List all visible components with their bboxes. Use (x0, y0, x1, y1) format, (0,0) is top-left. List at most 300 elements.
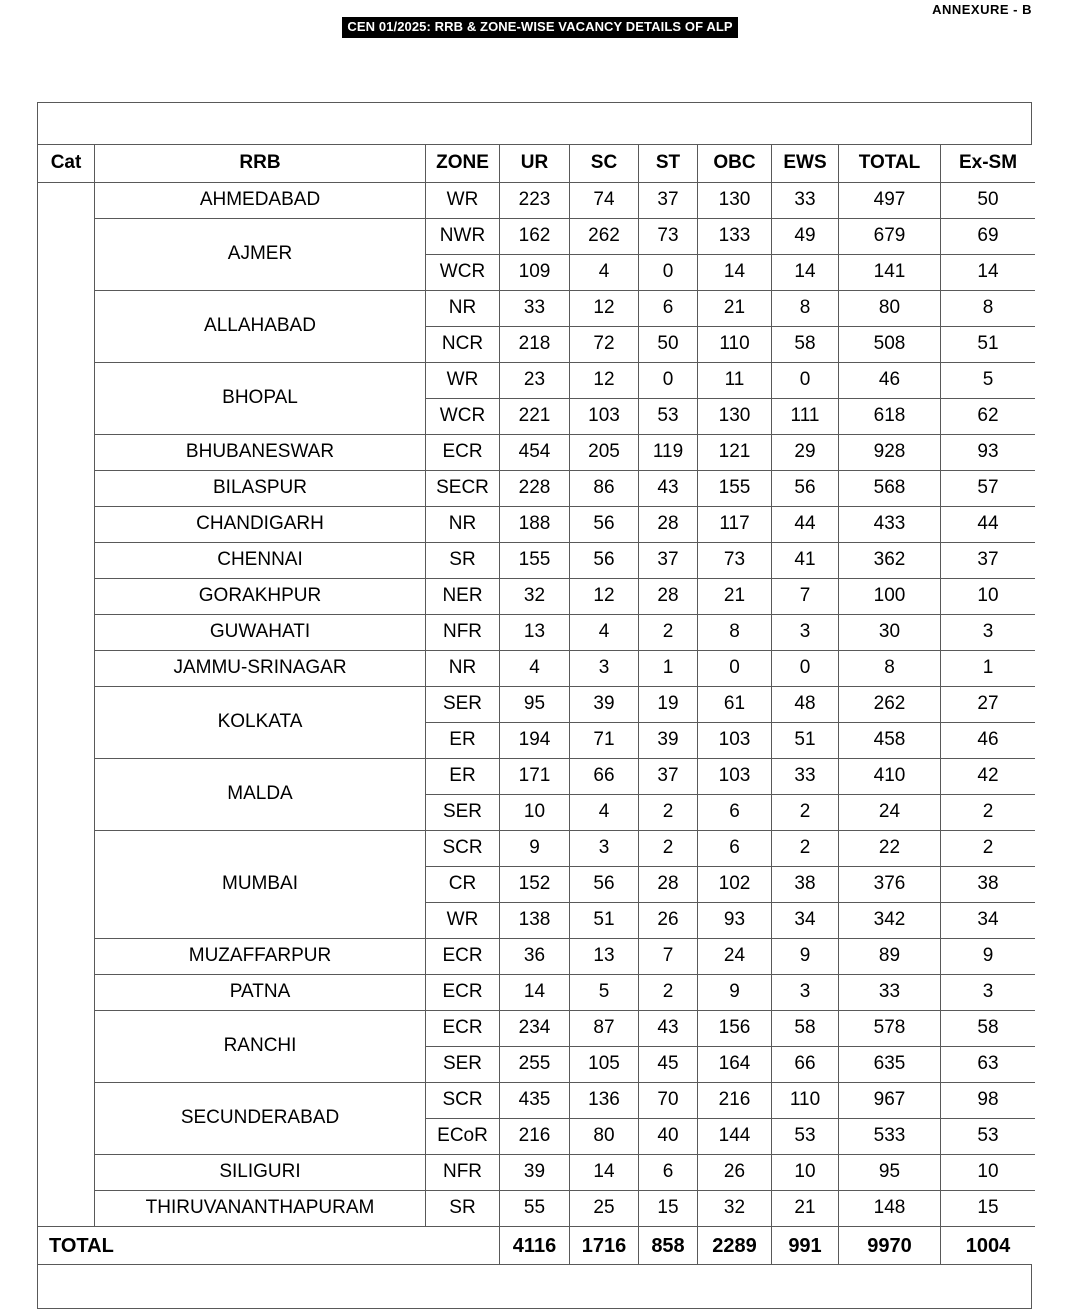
table-row (38, 471, 1035, 507)
ews-cell: 7 (772, 579, 839, 615)
total-cell: 508 (839, 327, 941, 363)
table-row (38, 543, 1035, 579)
table-header (38, 145, 1035, 183)
sc-cell: 74 (570, 183, 639, 219)
obc-cell: 6 (698, 831, 772, 867)
sc-cell: 4 (570, 615, 639, 651)
ur-cell: 188 (500, 507, 570, 543)
ur-cell: 55 (500, 1191, 570, 1227)
rrb-name-cell: SECUNDERABAD (95, 1083, 426, 1155)
st-cell: 2 (639, 831, 698, 867)
table-row (38, 579, 1035, 615)
obc-cell: 130 (698, 399, 772, 435)
ur-cell: 109 (500, 255, 570, 291)
obc-cell: 155 (698, 471, 772, 507)
exsm-cell: 3 (941, 975, 1036, 1011)
st-cell: 26 (639, 903, 698, 939)
exsm-cell: 69 (941, 219, 1036, 255)
zone-cell: NFR (426, 615, 500, 651)
obc-cell: 32 (698, 1191, 772, 1227)
page-title: CEN 01/2025: RRB & ZONE-WISE VACANCY DETAILS OF ALP (342, 17, 737, 38)
st-cell: 73 (639, 219, 698, 255)
st-cell: 43 (639, 1011, 698, 1047)
zone-cell: ECR (426, 975, 500, 1011)
zone-cell: NR (426, 651, 500, 687)
ur-cell: 14 (500, 975, 570, 1011)
st-cell: 45 (639, 1047, 698, 1083)
st-cell: 28 (639, 507, 698, 543)
exsm-cell: 15 (941, 1191, 1036, 1227)
zone-cell: SCR (426, 831, 500, 867)
exsm-cell: 10 (941, 1155, 1036, 1191)
ur-cell: 4 (500, 651, 570, 687)
exsm-cell: 44 (941, 507, 1036, 543)
exsm-cell: 46 (941, 723, 1036, 759)
sc-cell: 4 (570, 255, 639, 291)
zone-cell: NCR (426, 327, 500, 363)
ur-cell: 223 (500, 183, 570, 219)
table-row (38, 687, 1035, 723)
ews-cell: 9 (772, 939, 839, 975)
exsm-cell: 38 (941, 867, 1036, 903)
sc-cell: 205 (570, 435, 639, 471)
rrb-name-cell: BHUBANESWAR (95, 435, 426, 471)
obc-cell: 0 (698, 651, 772, 687)
obc-cell: 24 (698, 939, 772, 975)
total-obc: 2289 (698, 1227, 772, 1265)
ur-cell: 13 (500, 615, 570, 651)
rrb-name-cell: ALLAHABAD (95, 291, 426, 363)
ur-cell: 36 (500, 939, 570, 975)
table-row (38, 291, 1035, 327)
total-st: 858 (639, 1227, 698, 1265)
table-row (38, 219, 1035, 255)
sc-cell: 12 (570, 363, 639, 399)
st-cell: 28 (639, 579, 698, 615)
zone-cell: WR (426, 183, 500, 219)
sc-cell: 66 (570, 759, 639, 795)
sc-cell: 105 (570, 1047, 639, 1083)
cat-cell (38, 183, 95, 1227)
total-cell: 362 (839, 543, 941, 579)
table-bottom-spacer (38, 1264, 1031, 1308)
table-row (38, 1083, 1035, 1119)
st-cell: 37 (639, 183, 698, 219)
total-cell: 80 (839, 291, 941, 327)
ur-cell: 155 (500, 543, 570, 579)
obc-cell: 8 (698, 615, 772, 651)
ews-cell: 33 (772, 183, 839, 219)
total-cell: 376 (839, 867, 941, 903)
exsm-cell: 51 (941, 327, 1036, 363)
total-cell: 24 (839, 795, 941, 831)
exsm-cell: 42 (941, 759, 1036, 795)
obc-cell: 130 (698, 183, 772, 219)
total-cell: 497 (839, 183, 941, 219)
sc-cell: 80 (570, 1119, 639, 1155)
total-cell: 458 (839, 723, 941, 759)
table-row (38, 435, 1035, 471)
zone-cell: SR (426, 543, 500, 579)
table-body (38, 183, 1035, 1227)
obc-cell: 144 (698, 1119, 772, 1155)
ur-cell: 171 (500, 759, 570, 795)
sc-cell: 51 (570, 903, 639, 939)
sc-cell: 4 (570, 795, 639, 831)
exsm-cell: 8 (941, 291, 1036, 327)
total-sc: 1716 (570, 1227, 639, 1265)
table-footer (38, 1227, 1035, 1265)
table-row (38, 1011, 1035, 1047)
total-cell: 100 (839, 579, 941, 615)
ur-cell: 138 (500, 903, 570, 939)
obc-cell: 21 (698, 579, 772, 615)
ews-cell: 56 (772, 471, 839, 507)
sc-cell: 13 (570, 939, 639, 975)
sc-cell: 56 (570, 507, 639, 543)
total-cell: 967 (839, 1083, 941, 1119)
column-header-total: TOTAL (839, 145, 941, 183)
zone-cell: WCR (426, 399, 500, 435)
ews-cell: 0 (772, 363, 839, 399)
ur-cell: 95 (500, 687, 570, 723)
ews-cell: 14 (772, 255, 839, 291)
sc-cell: 12 (570, 291, 639, 327)
column-header-exsm: Ex-SM (941, 145, 1036, 183)
ews-cell: 48 (772, 687, 839, 723)
total-cell: 95 (839, 1155, 941, 1191)
st-cell: 43 (639, 471, 698, 507)
zone-cell: SCR (426, 1083, 500, 1119)
exsm-cell: 5 (941, 363, 1036, 399)
total-cell: 262 (839, 687, 941, 723)
column-header-zone: ZONE (426, 145, 500, 183)
rrb-name-cell: MALDA (95, 759, 426, 831)
ur-cell: 221 (500, 399, 570, 435)
obc-cell: 73 (698, 543, 772, 579)
st-cell: 7 (639, 939, 698, 975)
zone-cell: NFR (426, 1155, 500, 1191)
ews-cell: 44 (772, 507, 839, 543)
ews-cell: 33 (772, 759, 839, 795)
rrb-name-cell: KOLKATA (95, 687, 426, 759)
column-header-st: ST (639, 145, 698, 183)
exsm-cell: 98 (941, 1083, 1036, 1119)
zone-cell: SER (426, 795, 500, 831)
table-row (38, 831, 1035, 867)
total-cell: 141 (839, 255, 941, 291)
ews-cell: 21 (772, 1191, 839, 1227)
obc-cell: 26 (698, 1155, 772, 1191)
header-row (38, 145, 1035, 183)
exsm-cell: 34 (941, 903, 1036, 939)
obc-cell: 216 (698, 1083, 772, 1119)
st-cell: 0 (639, 363, 698, 399)
obc-cell: 61 (698, 687, 772, 723)
st-cell: 0 (639, 255, 698, 291)
ews-cell: 111 (772, 399, 839, 435)
rrb-name-cell: MUZAFFARPUR (95, 939, 426, 975)
obc-cell: 164 (698, 1047, 772, 1083)
zone-cell: ECR (426, 1011, 500, 1047)
ews-cell: 3 (772, 615, 839, 651)
total-row-label: TOTAL (38, 1227, 500, 1265)
zone-cell: CR (426, 867, 500, 903)
rrb-name-cell: JAMMU-SRINAGAR (95, 651, 426, 687)
st-cell: 6 (639, 1155, 698, 1191)
total-cell: 578 (839, 1011, 941, 1047)
zone-cell: NER (426, 579, 500, 615)
rrb-name-cell: BILASPUR (95, 471, 426, 507)
zone-cell: WR (426, 363, 500, 399)
exsm-cell: 58 (941, 1011, 1036, 1047)
ews-cell: 29 (772, 435, 839, 471)
total-cell: 148 (839, 1191, 941, 1227)
sc-cell: 136 (570, 1083, 639, 1119)
sc-cell: 39 (570, 687, 639, 723)
ur-cell: 255 (500, 1047, 570, 1083)
sc-cell: 103 (570, 399, 639, 435)
rrb-name-cell: CHANDIGARH (95, 507, 426, 543)
obc-cell: 6 (698, 795, 772, 831)
total-cell: 618 (839, 399, 941, 435)
total-exsm: 1004 (941, 1227, 1036, 1265)
ur-cell: 23 (500, 363, 570, 399)
rrb-name-cell: RANCHI (95, 1011, 426, 1083)
ews-cell: 34 (772, 903, 839, 939)
obc-cell: 103 (698, 759, 772, 795)
zone-cell: SR (426, 1191, 500, 1227)
obc-cell: 21 (698, 291, 772, 327)
obc-cell: 117 (698, 507, 772, 543)
table-row (38, 183, 1035, 219)
ews-cell: 3 (772, 975, 839, 1011)
exsm-cell: 10 (941, 579, 1036, 615)
vacancy-table-frame (37, 102, 1032, 1309)
rrb-name-cell: AJMER (95, 219, 426, 291)
column-header-rrb: RRB (95, 145, 426, 183)
ur-cell: 435 (500, 1083, 570, 1119)
table-row (38, 1191, 1035, 1227)
ur-cell: 228 (500, 471, 570, 507)
total-row (38, 1227, 1035, 1265)
total-cell: 928 (839, 435, 941, 471)
st-cell: 50 (639, 327, 698, 363)
total-cell: 22 (839, 831, 941, 867)
column-header-sc: SC (570, 145, 639, 183)
exsm-cell: 57 (941, 471, 1036, 507)
sc-cell: 71 (570, 723, 639, 759)
sc-cell: 56 (570, 867, 639, 903)
obc-cell: 110 (698, 327, 772, 363)
ur-cell: 162 (500, 219, 570, 255)
column-header-cat: Cat (38, 145, 95, 183)
sc-cell: 14 (570, 1155, 639, 1191)
rrb-name-cell: AHMEDABAD (95, 183, 426, 219)
exsm-cell: 2 (941, 831, 1036, 867)
ews-cell: 58 (772, 327, 839, 363)
obc-cell: 9 (698, 975, 772, 1011)
ur-cell: 39 (500, 1155, 570, 1191)
zone-cell: NR (426, 291, 500, 327)
exsm-cell: 1 (941, 651, 1036, 687)
sc-cell: 56 (570, 543, 639, 579)
exsm-cell: 50 (941, 183, 1036, 219)
sc-cell: 12 (570, 579, 639, 615)
rrb-name-cell: GUWAHATI (95, 615, 426, 651)
table-row (38, 507, 1035, 543)
ews-cell: 38 (772, 867, 839, 903)
total-ur: 4116 (500, 1227, 570, 1265)
exsm-cell: 27 (941, 687, 1036, 723)
table-row (38, 363, 1035, 399)
ews-cell: 49 (772, 219, 839, 255)
ur-cell: 152 (500, 867, 570, 903)
total-cell: 533 (839, 1119, 941, 1155)
obc-cell: 11 (698, 363, 772, 399)
annexure-label: ANNEXURE - B (932, 2, 1032, 17)
table-row (38, 759, 1035, 795)
zone-cell: SER (426, 687, 500, 723)
vacancy-table (38, 145, 1035, 1264)
obc-cell: 103 (698, 723, 772, 759)
table-row (38, 615, 1035, 651)
title-banner-container (0, 17, 1080, 38)
obc-cell: 93 (698, 903, 772, 939)
exsm-cell: 2 (941, 795, 1036, 831)
rrb-name-cell: SILIGURI (95, 1155, 426, 1191)
ews-cell: 8 (772, 291, 839, 327)
rrb-name-cell: GORAKHPUR (95, 579, 426, 615)
rrb-name-cell: CHENNAI (95, 543, 426, 579)
exsm-cell: 3 (941, 615, 1036, 651)
obc-cell: 102 (698, 867, 772, 903)
total-ews: 991 (772, 1227, 839, 1265)
st-cell: 6 (639, 291, 698, 327)
exsm-cell: 37 (941, 543, 1036, 579)
table-top-spacer (38, 103, 1031, 145)
ur-cell: 216 (500, 1119, 570, 1155)
st-cell: 19 (639, 687, 698, 723)
obc-cell: 14 (698, 255, 772, 291)
table-row (38, 651, 1035, 687)
total-cell: 30 (839, 615, 941, 651)
sc-cell: 86 (570, 471, 639, 507)
sc-cell: 25 (570, 1191, 639, 1227)
total-cell: 410 (839, 759, 941, 795)
ews-cell: 110 (772, 1083, 839, 1119)
st-cell: 2 (639, 615, 698, 651)
ews-cell: 58 (772, 1011, 839, 1047)
st-cell: 15 (639, 1191, 698, 1227)
ews-cell: 10 (772, 1155, 839, 1191)
total-cell: 33 (839, 975, 941, 1011)
zone-cell: ER (426, 723, 500, 759)
st-cell: 37 (639, 543, 698, 579)
sc-cell: 3 (570, 651, 639, 687)
ews-cell: 2 (772, 831, 839, 867)
sc-cell: 3 (570, 831, 639, 867)
ews-cell: 66 (772, 1047, 839, 1083)
ur-cell: 33 (500, 291, 570, 327)
exsm-cell: 93 (941, 435, 1036, 471)
obc-cell: 121 (698, 435, 772, 471)
zone-cell: SER (426, 1047, 500, 1083)
st-cell: 39 (639, 723, 698, 759)
ews-cell: 53 (772, 1119, 839, 1155)
st-cell: 70 (639, 1083, 698, 1119)
total-total: 9970 (839, 1227, 941, 1265)
ews-cell: 41 (772, 543, 839, 579)
ur-cell: 234 (500, 1011, 570, 1047)
ews-cell: 2 (772, 795, 839, 831)
column-header-ews: EWS (772, 145, 839, 183)
ews-cell: 0 (772, 651, 839, 687)
table-row (38, 1155, 1035, 1191)
column-header-ur: UR (500, 145, 570, 183)
column-header-obc: OBC (698, 145, 772, 183)
sc-cell: 72 (570, 327, 639, 363)
st-cell: 2 (639, 795, 698, 831)
st-cell: 1 (639, 651, 698, 687)
total-cell: 679 (839, 219, 941, 255)
ur-cell: 454 (500, 435, 570, 471)
total-cell: 8 (839, 651, 941, 687)
ur-cell: 9 (500, 831, 570, 867)
exsm-cell: 63 (941, 1047, 1036, 1083)
ur-cell: 10 (500, 795, 570, 831)
zone-cell: SECR (426, 471, 500, 507)
obc-cell: 156 (698, 1011, 772, 1047)
zone-cell: ECoR (426, 1119, 500, 1155)
ews-cell: 51 (772, 723, 839, 759)
zone-cell: WR (426, 903, 500, 939)
rrb-name-cell: BHOPAL (95, 363, 426, 435)
total-cell: 342 (839, 903, 941, 939)
sc-cell: 5 (570, 975, 639, 1011)
ur-cell: 194 (500, 723, 570, 759)
st-cell: 53 (639, 399, 698, 435)
total-cell: 568 (839, 471, 941, 507)
exsm-cell: 9 (941, 939, 1036, 975)
st-cell: 37 (639, 759, 698, 795)
zone-cell: NR (426, 507, 500, 543)
st-cell: 40 (639, 1119, 698, 1155)
obc-cell: 133 (698, 219, 772, 255)
rrb-name-cell: THIRUVANANTHAPURAM (95, 1191, 426, 1227)
table-row (38, 939, 1035, 975)
rrb-name-cell: MUMBAI (95, 831, 426, 939)
exsm-cell: 53 (941, 1119, 1036, 1155)
rrb-name-cell: PATNA (95, 975, 426, 1011)
ur-cell: 32 (500, 579, 570, 615)
st-cell: 119 (639, 435, 698, 471)
ur-cell: 218 (500, 327, 570, 363)
st-cell: 2 (639, 975, 698, 1011)
sc-cell: 262 (570, 219, 639, 255)
total-cell: 89 (839, 939, 941, 975)
st-cell: 28 (639, 867, 698, 903)
exsm-cell: 62 (941, 399, 1036, 435)
zone-cell: ER (426, 759, 500, 795)
exsm-cell: 14 (941, 255, 1036, 291)
sc-cell: 87 (570, 1011, 639, 1047)
total-cell: 46 (839, 363, 941, 399)
zone-cell: WCR (426, 255, 500, 291)
total-cell: 433 (839, 507, 941, 543)
zone-cell: NWR (426, 219, 500, 255)
zone-cell: ECR (426, 939, 500, 975)
